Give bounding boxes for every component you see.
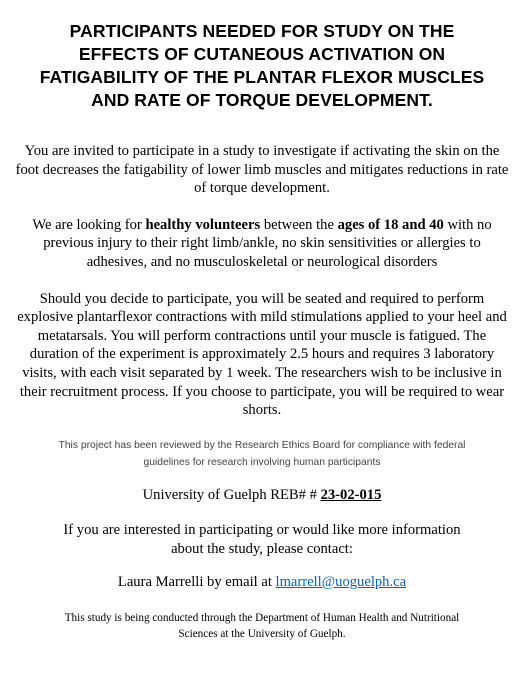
contact-line: If you are interested in participating or would like more information xyxy=(63,521,461,538)
email-link[interactable]: lmarrell@uoguelph.ca xyxy=(275,573,407,590)
contact-name: Laura Marrelli by email at xyxy=(117,573,276,590)
poster-title xyxy=(14,0,510,112)
ethics-review-note xyxy=(14,437,510,471)
healthy-volunteers-emphasis: healthy volunteers xyxy=(145,216,261,233)
title-line: PARTICIPANTS NEEDED FOR STUDY ON THE xyxy=(69,21,455,41)
eligibility-text: between the xyxy=(260,216,338,233)
age-range-emphasis: ages of 18 and 40 xyxy=(337,216,444,233)
reb-id: 23-02-015 xyxy=(320,486,382,503)
title-line: FATIGABILITY OF THE PLANTAR FLEXOR MUSCLES xyxy=(39,67,485,87)
procedure-paragraph: Should you decide to participate, you will be seated and required to perform explosive plantarflexor contractions with mild stimulations applied to your heel and metatarsals. You will perform contractions until your muscle is fatigued. The duration of the experiment is approximately 2.5 hours and requires 3 laboratory visits, with each visit separated by 1 week. The researchers wish to be inclusive in their recruitment process. If you choose to participate, you will be required to wear shorts. xyxy=(17,290,507,419)
eligibility-text: with no previous injury to their right limb/ankle, no skin sensitivities or allergies to adhesives, and no musculoskeletal or neurological disorders xyxy=(43,216,492,270)
department-footer xyxy=(14,610,510,642)
footer-line: This study is being conducted through the Department of Human Health and Nutritional xyxy=(64,611,460,624)
contact-person xyxy=(14,573,510,592)
contact-invitation xyxy=(14,521,510,559)
title-line: AND RATE OF TORQUE DEVELOPMENT. xyxy=(91,90,433,110)
invitation-paragraph: You are invited to participate in a study to investigate if activating the skin on the foot decreases the fatigability of lower limb muscles and mitigates reductions in rate of torque development. xyxy=(15,143,509,197)
eligibility-paragraph xyxy=(14,216,510,272)
reb-number xyxy=(14,486,510,505)
reb-label: University of Guelph REB# # xyxy=(142,486,321,503)
ethics-line: This project has been reviewed by the Research Ethics Board for compliance with federal xyxy=(58,439,466,451)
ethics-line: guidelines for research involving human participants xyxy=(143,456,381,468)
title-line: EFFECTS OF CUTANEOUS ACTIVATION ON xyxy=(78,44,446,64)
footer-line: Sciences at the University of Guelph. xyxy=(178,627,346,640)
contact-line: about the study, please contact: xyxy=(171,540,353,557)
eligibility-text: We are looking for xyxy=(32,216,146,233)
